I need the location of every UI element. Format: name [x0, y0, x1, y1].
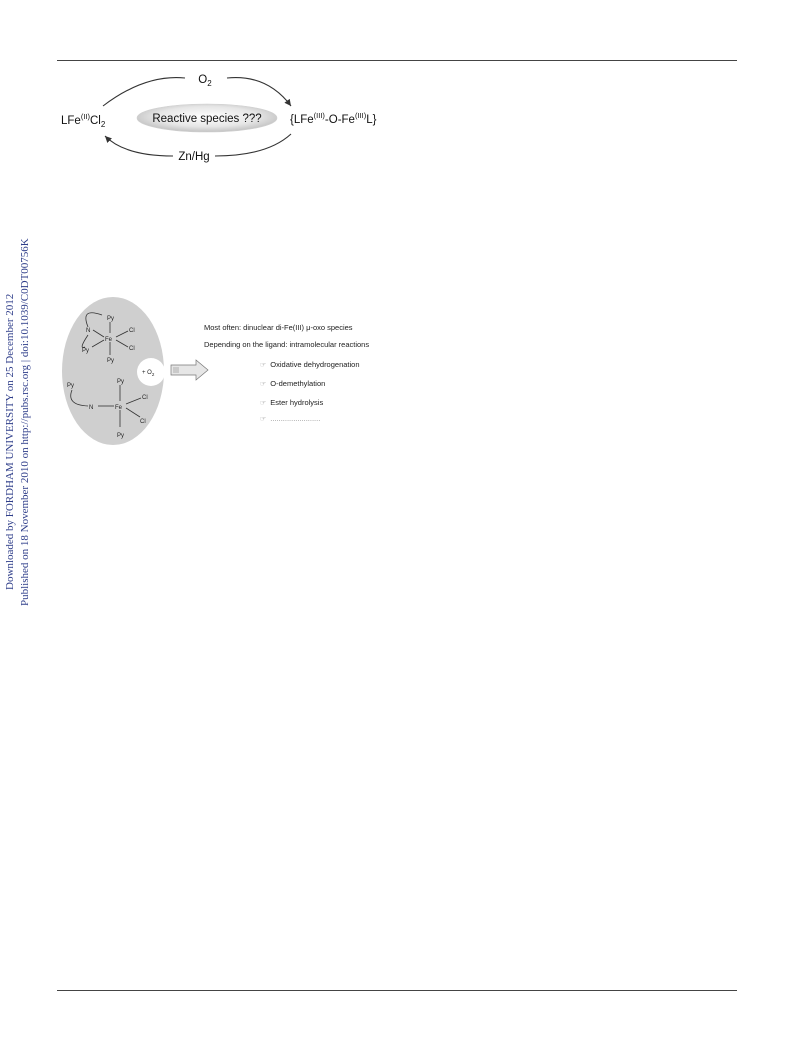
line-most-often: Most often: dinuclear di-Fe(III) μ-oxo species: [204, 323, 353, 332]
download-notice: Downloaded by FORDHAM UNIVERSITY on 25 December 2012: [4, 293, 16, 590]
reaction-list-item: ☞ O-demethylation: [260, 379, 326, 388]
cis-complex-fe: Fe: [105, 337, 113, 343]
cis-complex-cl-2: Cl: [129, 346, 135, 352]
oxygen-reagent: $O_2$: [198, 74, 212, 88]
reaction-list-item: ☞ Oxidative dehydrogenation: [260, 360, 360, 369]
diiron-oxo-species: $\{LFe^{(III)}-O-Fe^{(III)}L\}$: [290, 111, 377, 126]
trans-complex-py-bottom: Py: [117, 433, 125, 439]
pointing-hand-icon: ☞: [260, 400, 267, 407]
scheme-2-structures: [60, 295, 220, 450]
pointing-hand-icon: ☞: [260, 362, 267, 369]
zinc-mercury-reagent: Zn/Hg: [178, 151, 210, 163]
reaction-list-item: ☞ ........................: [260, 414, 321, 423]
trans-complex-py-top: Py: [117, 379, 125, 385]
reactive-species-label: Reactive species ???: [152, 113, 262, 125]
cis-complex-py-bottom: Py: [107, 358, 115, 364]
trans-complex-fe: Fe: [115, 405, 123, 411]
top-rule: [57, 60, 737, 61]
pointing-hand-icon: ☞: [260, 416, 267, 423]
trans-complex-cl-1: Cl: [142, 395, 148, 401]
reaction-list-item: ☞ Ester hydrolysis: [260, 398, 324, 407]
scheme-1: [55, 66, 395, 176]
iron-ii-dichloride: $LFe^{(II)}Cl_2$: [61, 112, 106, 129]
cis-complex-n: N: [86, 328, 91, 334]
reaction-block-arrow: [171, 360, 208, 380]
oxygen-addition: + $O_2$: [142, 370, 155, 377]
cis-complex-py-left: Py: [82, 348, 90, 354]
trans-complex-n: N: [89, 405, 94, 411]
oxidation-arrow: [103, 78, 291, 106]
pointing-hand-icon: ☞: [260, 381, 267, 388]
cis-complex-py-top: Py: [107, 316, 115, 322]
trans-complex-cl-2: Cl: [140, 419, 146, 425]
bottom-rule: [57, 990, 737, 991]
trans-complex-py-side: Py: [67, 383, 75, 389]
cis-complex-cl-1: Cl: [129, 328, 135, 334]
publication-notice: Published on 18 November 2010 on http://pubs.rsc.org | doi:10.1039/C0DT00756K: [19, 238, 31, 606]
line-depending-on-ligand: Depending on the ligand: intramolecular reactions: [204, 340, 370, 349]
